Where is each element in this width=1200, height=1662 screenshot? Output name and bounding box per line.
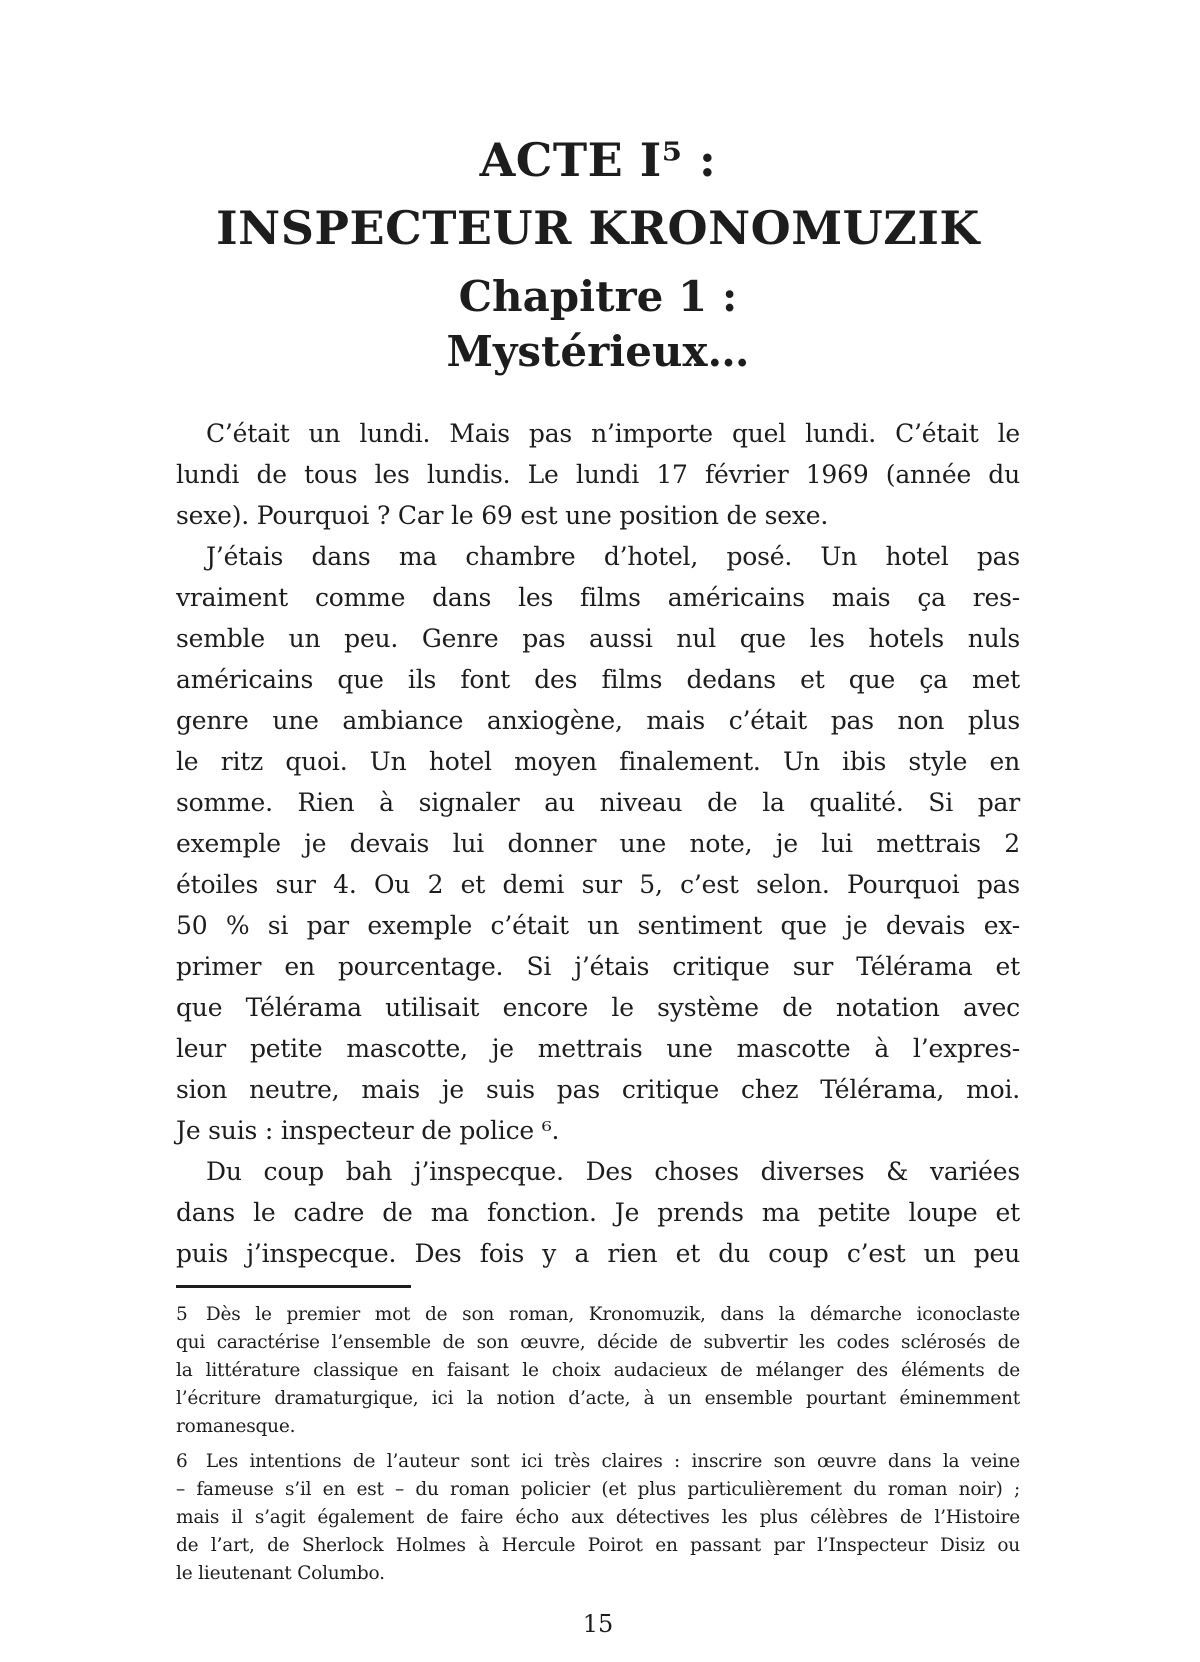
text-line: vraiment comme dans les films américains mais ça res- (176, 583, 1020, 612)
text-line: somme. Rien à signaler au niveau de la qualité. Si par (176, 788, 1020, 817)
text-line: 50 % si par exemple c’était un sentiment que je devais ex- (176, 911, 1020, 940)
text-line: 6 Les intentions de l’auteur sont ici très claires : inscrire son œuvre dans la veine (176, 1451, 1020, 1472)
text-line: primer en pourcentage. Si j’étais critique sur Télérama et (176, 952, 1020, 981)
paragraph (176, 413, 1020, 536)
text-line: exemple je devais lui donner une note, je lui mettrais 2 (176, 829, 1020, 858)
text-line: dans le cadre de ma fonction. Je prends ma petite loupe et (176, 1198, 1020, 1227)
text-line: J’étais dans ma chambre d’hotel, posé. Un hotel pas (206, 542, 1020, 571)
text-line: la littérature classique en faisant le choix audacieux de mélanger des éléments de (176, 1360, 1020, 1381)
paragraph (176, 1151, 1020, 1274)
text-line: américains que ils font des films dedans et que ça met (176, 665, 1020, 694)
body-paragraphs (176, 413, 1020, 1274)
chapter-heading (176, 134, 1020, 375)
paragraph (176, 536, 1020, 1151)
footnote-separator (176, 1285, 411, 1288)
text-line: romanesque. (176, 1416, 296, 1437)
text-line: étoiles sur 4. Ou 2 et demi sur 5, c’est selon. Pourquoi pas (176, 870, 1020, 899)
page-number: 15 (582, 1610, 614, 1638)
text-line: lundi de tous les lundis. Le lundi 17 février 1969 (année du (176, 460, 1020, 489)
text-line: sexe). Pourquoi ? Car le 69 est une position de sexe. (176, 501, 829, 530)
text-line: le lieutenant Columbo. (176, 1563, 385, 1584)
text-line: Du coup bah j’inspecque. Des choses diverses & variées (206, 1157, 1020, 1186)
text-line: Je suis : inspecteur de police ⁶. (176, 1116, 560, 1145)
text-line: sion neutre, mais je suis pas critique chez Télérama, moi. (176, 1075, 1020, 1104)
text-line: C’était un lundi. Mais pas n’importe quel lundi. C’était le (206, 419, 1020, 448)
text-line: que Télérama utilisait encore le système de notation avec (176, 993, 1020, 1022)
footnote (176, 1448, 1020, 1588)
text-line: puis j’inspecque. Des fois y a rien et du coup c’est un peu (176, 1239, 1020, 1268)
text-line: de l’art, de Sherlock Holmes à Hercule Poirot en passant par l’Inspecteur Disiz ou (176, 1535, 1020, 1556)
text-line: qui caractérise l’ensemble de son œuvre, décide de subvertir les codes sclérosés de (176, 1332, 1020, 1353)
text-line: – fameuse s’il en est – du roman policier (et plus particulièrement du roman noir) ; (176, 1479, 1020, 1500)
act-title-line-1: ACTE I⁵ : (479, 133, 717, 187)
text-line: l’écriture dramaturgique, ici la notion d’acte, à un ensemble pourtant éminemment (176, 1388, 1020, 1409)
text-line: le ritz quoi. Un hotel moyen finalement. Un ibis style en (176, 747, 1020, 776)
text-line: 5 Dès le premier mot de son roman, Kronomuzik, dans la démarche iconoclaste (176, 1304, 1020, 1325)
text-line: genre une ambiance anxiogène, mais c’était pas non plus (176, 706, 1020, 735)
text-line: semble un peu. Genre pas aussi nul que les hotels nuls (176, 624, 1020, 653)
footnotes (176, 1301, 1020, 1588)
text-line: leur petite mascotte, je mettrais une mascotte à l’expres- (176, 1034, 1020, 1063)
text-line: mais il s’agit également de faire écho aux détectives les plus célèbres de l’Histoire (176, 1507, 1020, 1528)
chapter-title-line-2: Mystérieux… (446, 327, 750, 376)
act-title-line-2: INSPECTEUR KRONOMUZIK (216, 201, 980, 255)
footnote (176, 1301, 1020, 1441)
chapter-title-line-1: Chapitre 1 : (458, 272, 738, 321)
